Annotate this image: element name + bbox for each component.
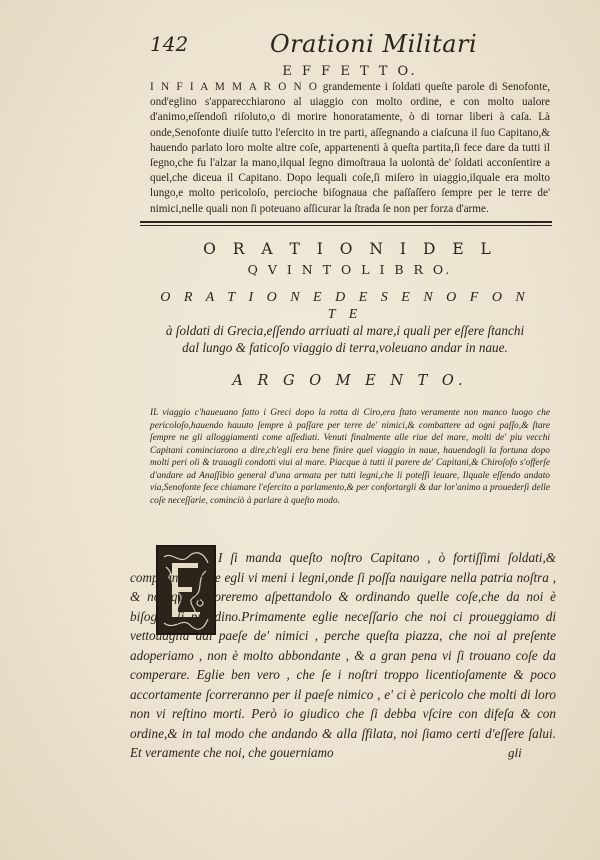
argomento-paragraph: IL viaggio c'haueuano fatto i Greci dopo la rotta di Ciro,era ſtato veramente non manco luogo che pericoloſo,hauendo hauuto ſempre à paſſare per terre de' nimici,& combattere ad ogni paſſo,& ſtare ſempre ne gli alloggiamenti come aſſediati. Venuti finalmente alle riue del mare, molti de' piu vecchi Capitani cominciarono a dire,ch'egli era bene finire quel viaggio in naue, hauendogli la fortuna dopo molti peri oli & trauagli condotti viui al mare. Piacque à tutti il parere de' Capitani,& Chiroſofo s'offerſe d'andare ad Anaſſibio general d'una armata per tutti legni,che li poteſſi leuare, Ilquale eſſendo andato via,Senofonte fece chiamare l'eſercito a parlamento,& per confortargli & dar lor'animo a prouederſi delle coſe neceſſarie, cominciò à parlare à queſto modo. — [150, 408, 550, 506]
page-number: 142 — [150, 32, 189, 56]
section-divider-thin — [140, 225, 552, 226]
catchword: gli — [508, 745, 522, 760]
effetto-paragraph — [150, 80, 550, 217]
oration-title-rest: à ſoldati di Grecia,eſſendo arriuati al mare,i quali per eſſere ſtanchi dal lungo & faticoſo viaggio di terra,voleuano andar in naue. — [165, 323, 525, 355]
oration-title-first-line: O R A T I O N E D E S E N O F O N T E — [160, 290, 530, 322]
argomento-heading: A R G O M E N T O. — [232, 373, 468, 389]
oration-body: I ſi manda queſto noſtro Capitano , ò fortiſſimi ſoldati,& compagni,perche egli vi meni i legni,onde ſi poſſa nauigare nella patria noſtra , & noi qui dimoreremo aſpettandolo & ordinando quelle coſe,che da noi è biſogno ſi prendino.Primamente eglie neceſſario che noi ci proueggiamo di vettouaglia dal paeſe de' nimici , perche queſta piazza, che noi al preſente adoperiamo , non è molto abbondante , & a gran pena vi ſi trouano coſe da comperare. Eglie ben vero , che ſe i noſtri troppo licentioſamente & poco accortamente ſcorreranno per il paeſe nimico , e' ci è pericolo che molti di loro non vi reſtino morti. Però io giudico che ſi debba vſcire con difeſa & con ordine,& in tal modo che andando & alla ſfilata, noi ſiamo certi d'eſſere ſalui. Et veramente che noi, che gouerniamo — [130, 550, 556, 760]
running-title: Orationi Militari — [270, 30, 478, 58]
page-header — [150, 32, 530, 62]
book-heading: O R A T I O N I D E L — [203, 240, 497, 258]
section-divider — [140, 221, 552, 223]
oration-title — [160, 290, 530, 356]
effetto-heading: E F F E T T O. — [282, 64, 418, 79]
effetto-body: grandemente i ſoldati queſte parole di Senofonte, ond'eglino s'apparecchiarono al uiaggio con molto ordine, e con molto ualore d'animo,eſſendoſi riſoluto,o di morire honoratamente, ò di tornar liberi à caſa. Là onde,Senofonte diuiſe tutto l'eſercito in tre parti, aſſegnando a ciaſcuna il ſuo Capitano,& hauendo parlato loro molte altre coſe, appartenenti à queſta partita,ſi fece dare da tutti il ſegno,che fu l'alzar la mano,ilqual ſegno dimoſtraua la uolontà de' ſoldati acconſentire a quel,che diceua il Capitano. Dopo lequali coſe,ſi miſero in uiaggio,ilquale era molto lungo,e molto pericoloſo, percioche biſognaua che paſſaſſero ſempre per le terre de' nimici,nelle quali non ſi poteuano aſſicurar la ſtrada ſe non per forza d'arme. — [150, 81, 550, 215]
effetto-lead: I N F I A M M A R O N O — [150, 81, 319, 93]
book-subheading: Q V I N T O L I B R O. — [247, 262, 453, 277]
oration-paragraph — [130, 548, 556, 763]
